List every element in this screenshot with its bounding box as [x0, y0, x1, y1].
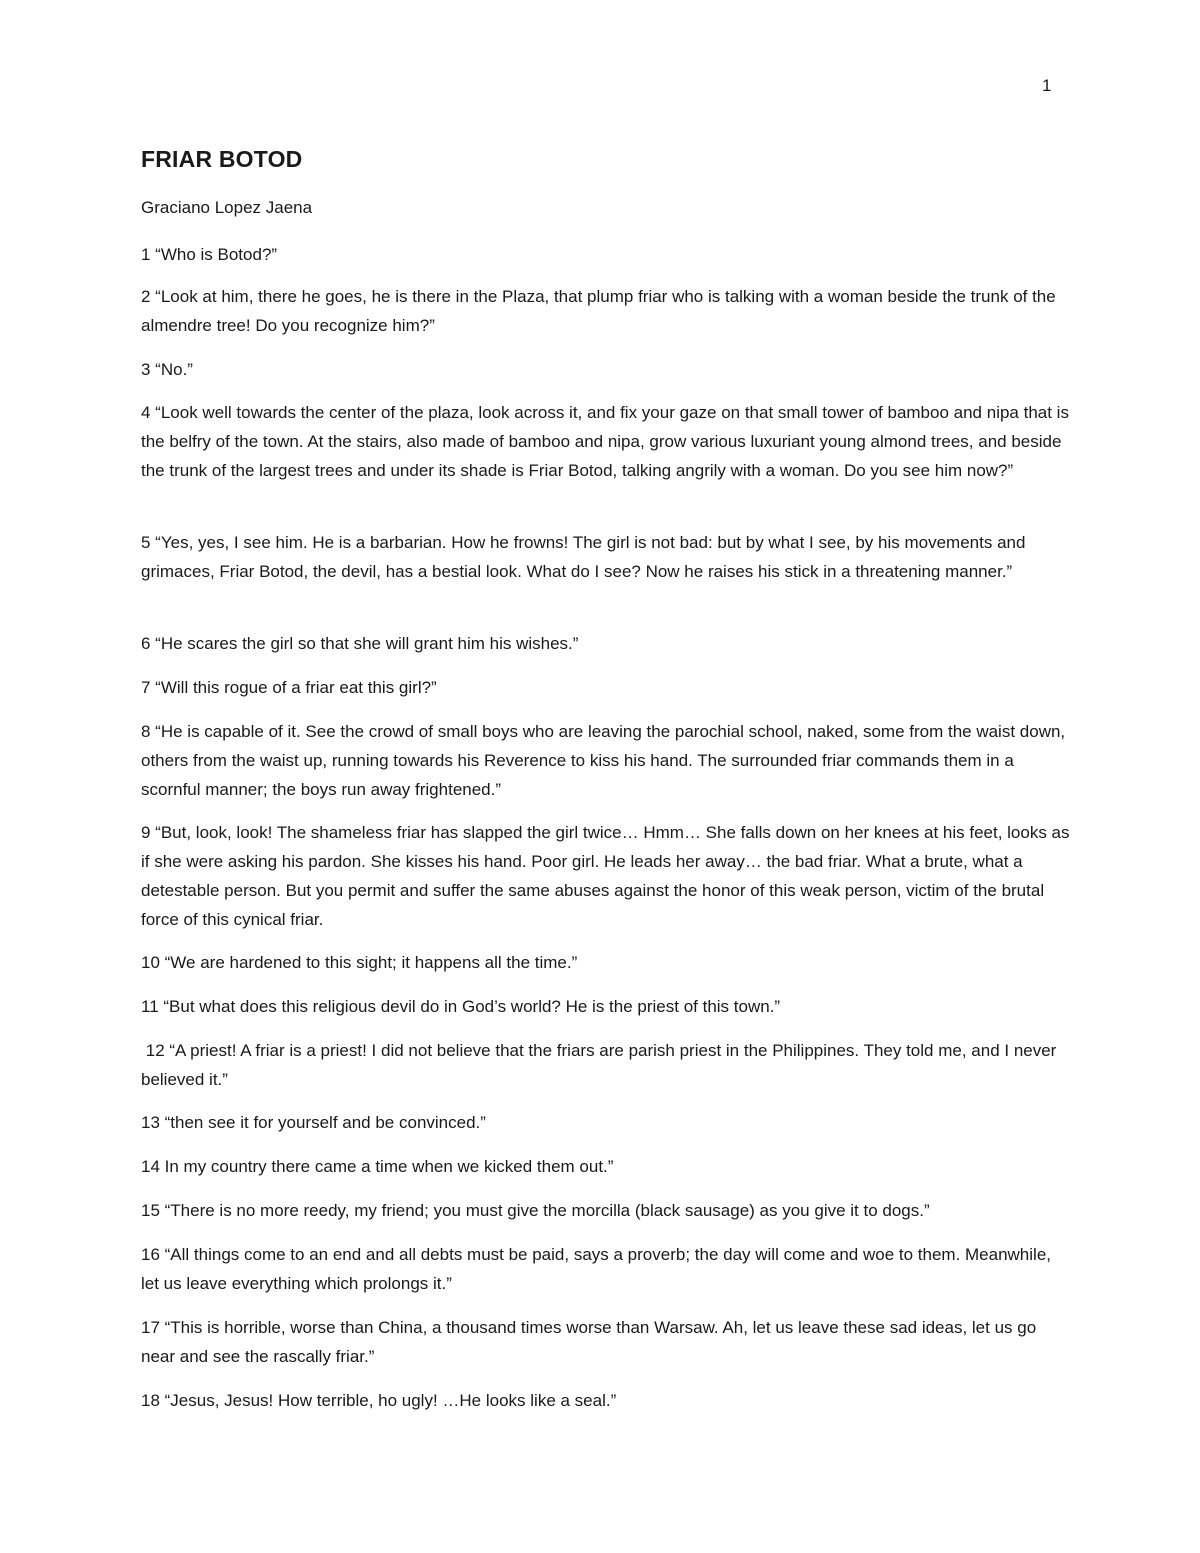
paragraph-12: 12 “A priest! A friar is a priest! I did not believe that the friars are parish priest in the Philippines. They told me, and I never believed it.”: [141, 1041, 1062, 1089]
paragraph-18: 18 “Jesus, Jesus! How terrible, ho ugly! …He looks like a seal.”: [141, 1391, 617, 1410]
paragraph-11: 11 “But what does this religious devil do in God’s world? He is the priest of this town.”: [141, 997, 781, 1016]
paragraph-10: 10 “We are hardened to this sight; it happens all the time.”: [141, 953, 578, 972]
author-name: Graciano Lopez Jaena: [141, 198, 313, 217]
paragraph-15: 15 “There is no more reedy, my friend; you must give the morcilla (black sausage) as you give it to dogs.”: [141, 1201, 930, 1220]
paragraph-17: 17 “This is horrible, worse than China, a thousand times worse than Warsaw. Ah, let us leave these sad ideas, let us go near and see the rascally friar.”: [141, 1318, 1037, 1366]
page-number: 1: [1042, 76, 1052, 95]
paragraph-8: 8 “He is capable of it. See the crowd of small boys who are leaving the parochial school, naked, some from the waist down, others from the waist up, running towards his Reverence to kiss his hand. The surrounded friar commands them in a scornful manner; the boys run away frightened.”: [141, 722, 1066, 799]
paragraph-2: 2 “Look at him, there he goes, he is there in the Plaza, that plump friar who is talking with a woman beside the trunk of the almendre tree! Do you recognize him?”: [141, 287, 1056, 335]
paragraph-9: 9 “But, look, look! The shameless friar has slapped the girl twice… Hmm… She falls down on her knees at his feet, looks as if she were asking his pardon. She kisses his hand. Poor girl. He leads her away… the bad friar. What a brute, what a detestable person. But you permit and suffer the same abuses against the honor of this weak person, victim of the brutal force of this cynical friar.: [141, 823, 1070, 929]
paragraph-3: 3 “No.”: [141, 360, 193, 379]
paragraph-4: 4 “Look well towards the center of the plaza, look across it, and fix your gaze on that small tower of bamboo and nipa that is the belfry of the town. At the stairs, also made of bamboo and nipa, grow various luxuriant young almond trees, and beside the trunk of the largest trees and under its shade is Friar Botod, talking angrily with a woman. Do you see him now?”: [141, 403, 1069, 480]
paragraph-1: 1 “Who is Botod?”: [141, 245, 278, 264]
paragraph-7: 7 “Will this rogue of a friar eat this girl?”: [141, 678, 437, 697]
document-title: FRIAR BOTOD: [141, 146, 303, 172]
paragraph-13: 13 “then see it for yourself and be convinced.”: [141, 1113, 486, 1132]
paragraph-5: 5 “Yes, yes, I see him. He is a barbarian. How he frowns! The girl is not bad: but by what I see, by his movements and grimaces, Friar Botod, the devil, has a bestial look. What do I see? Now he raises his stick in a threatening manner.”: [141, 533, 1026, 581]
paragraph-16: 16 “All things come to an end and all debts must be paid, says a proverb; the day will come and woe to them. Meanwhile, let us leave everything which prolongs it.”: [141, 1245, 1051, 1293]
paragraph-6: 6 “He scares the girl so that she will grant him his wishes.”: [141, 634, 579, 653]
paragraph-14: 14 In my country there came a time when we kicked them out.”: [141, 1157, 614, 1176]
